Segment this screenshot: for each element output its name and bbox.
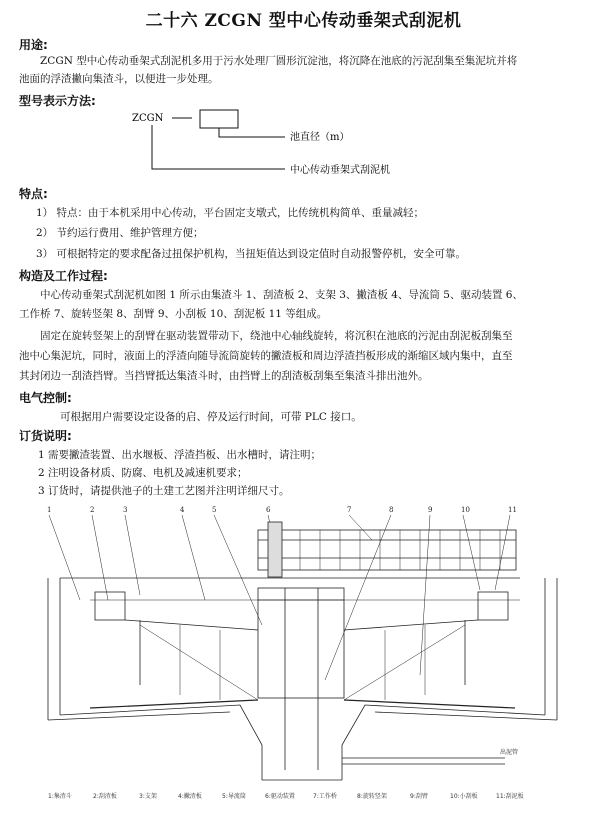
legend-item-11: 11:刮泥板 bbox=[496, 793, 524, 800]
structure-line-1: 中心传动垂架式刮泥机如图 1 所示由集渣斗 1、刮渣板 2、支架 3、撇渣板 4、导流筒 5、驱动装置 6、 bbox=[40, 289, 523, 301]
document-title: 二十六 ZCGN 型中心传动垂架式刮泥机 bbox=[145, 11, 462, 31]
electrical-heading: 电气控制: bbox=[19, 391, 72, 405]
structure-line-3: 固定在旋转竖架上的刮臂在驱动装置带动下，绕池中心轴线旋转，将沉积在池底的污泥由刮泥板刮集至 bbox=[40, 330, 513, 342]
legend-item-5: 5:导流筒 bbox=[222, 793, 246, 800]
structure-line-5: 其封闭边一刮渣挡臂。当挡臂抵达集渣斗时，由挡臂上的刮渣板刮集至集渣斗排出池外。 bbox=[19, 370, 429, 382]
feature-item-1: 1） 特点：由于本机采用中心传动，平台固定支墩式，比传统机构简单、重量减轻； bbox=[36, 207, 425, 219]
usage-line-1: ZCGN 型中心传动垂架式刮泥机多用于污水处理厂圆形沉淀池，将沉降在池底的污泥刮集至集泥坑并将 bbox=[40, 55, 518, 67]
callout-4: 4 bbox=[180, 506, 185, 514]
legend-item-6: 6:驱动装置 bbox=[265, 793, 295, 800]
legend-item-8: 8:旋转竖架 bbox=[357, 793, 387, 800]
model-code: ZCGN bbox=[132, 113, 164, 124]
structure-heading: 构造及工作过程: bbox=[19, 269, 108, 283]
model-label-diameter: 池直径（m） bbox=[290, 132, 350, 143]
callout-8: 8 bbox=[389, 506, 394, 514]
legend-item-4: 4:撇渣板 bbox=[178, 793, 202, 800]
model-label-machine: 中心传动垂架式刮泥机 bbox=[290, 165, 390, 176]
callout-11: 11 bbox=[508, 506, 517, 514]
legend-item-9: 9:刮臂 bbox=[410, 793, 428, 800]
legend-item-1: 1:集渣斗 bbox=[48, 793, 72, 800]
callout-10: 10 bbox=[461, 506, 470, 514]
order-item-3: 3 订货时，请提供池子的土建工艺图并注明详细尺寸。 bbox=[38, 485, 290, 497]
model-diagram bbox=[0, 105, 420, 185]
legend-item-3: 3:支架 bbox=[139, 793, 157, 800]
electrical-text: 可根据用户需要设定设备的启、停及运行时间，可带 PLC 接口。 bbox=[60, 411, 362, 423]
legend-item-10: 10:小刮板 bbox=[450, 793, 478, 800]
legend-item-2: 2:刮渣板 bbox=[93, 793, 117, 800]
order-item-2: 2 注明设备材质、防腐、电机及减速机要求； bbox=[38, 467, 248, 479]
model-diameter-box bbox=[200, 110, 238, 128]
model-heading: 型号表示方法: bbox=[19, 94, 96, 108]
clarifier-drawing bbox=[0, 500, 607, 790]
feature-item-2: 2） 节约运行费用、维护管理方便； bbox=[36, 227, 204, 239]
order-heading: 订货说明: bbox=[19, 429, 72, 443]
features-heading: 特点: bbox=[19, 187, 48, 201]
callout-1: 1 bbox=[47, 506, 52, 514]
callout-9: 9 bbox=[428, 506, 433, 514]
usage-heading: 用途: bbox=[19, 38, 48, 52]
callout-numbers bbox=[47, 506, 517, 514]
legend-item-7: 7:工作桥 bbox=[313, 793, 337, 800]
structure-line-4: 池中心集泥坑，同时，液面上的浮渣向随导流筒旋转的撇渣板和周边浮渣挡板形成的渐缩区域内集中，直至 bbox=[19, 350, 513, 362]
callout-7: 7 bbox=[347, 506, 352, 514]
callout-6: 6 bbox=[266, 506, 271, 514]
order-item-1: 1 需要撇渣装置、出水堰板、浮渣挡板、出水槽时，请注明； bbox=[38, 449, 322, 461]
sludge-pipe-label: 出泥管 bbox=[500, 749, 519, 756]
feature-item-3: 3） 可根据特定的要求配备过扭保护机构，当扭矩值达到设定值时自动报警停机，安全可靠。 bbox=[36, 248, 467, 260]
callout-2: 2 bbox=[90, 506, 95, 514]
callout-3: 3 bbox=[123, 506, 128, 514]
usage-line-2: 池面的浮渣撇向集渣斗，以便进一步处理。 bbox=[19, 73, 219, 85]
callout-5: 5 bbox=[212, 506, 217, 514]
structure-line-2: 工作桥 7、旋转竖架 8、刮臂 9、小刮板 10、刮泥板 11 等组成。 bbox=[19, 308, 328, 320]
